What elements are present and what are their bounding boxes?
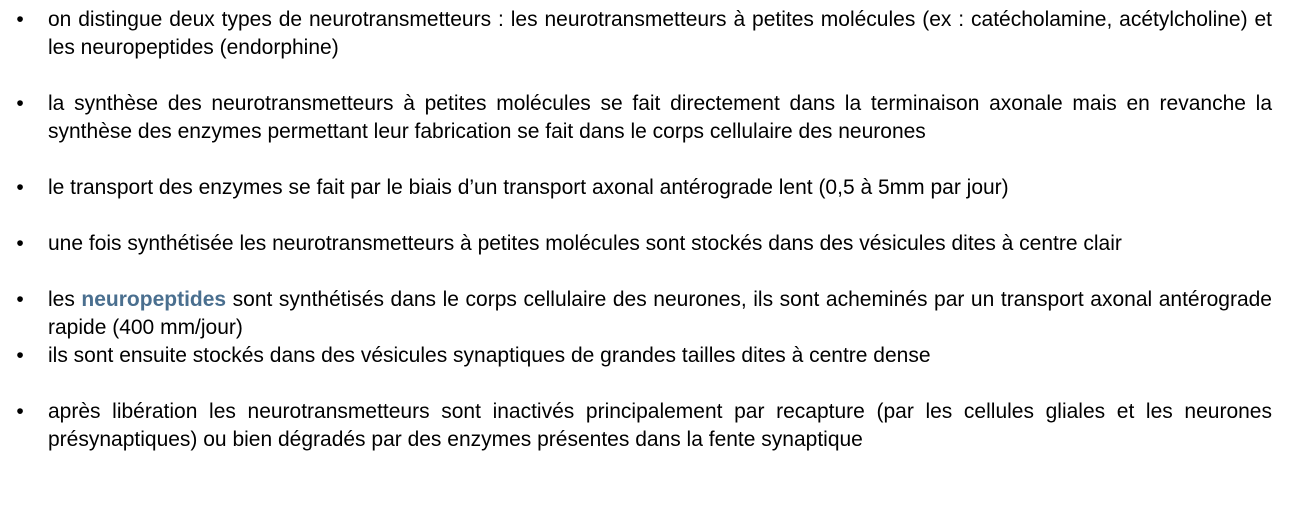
list-item-text: après libération les neurotransmetteurs sont inactivés principalement par recapture (par les cellules gliales et les neurones présynaptiques) ou bien dégradés par des enzymes présentes dans la fente synaptique <box>48 400 1272 451</box>
list-item <box>0 6 1314 62</box>
list-item-suffix: sont synthétisés dans le corps cellulaire des neurones, ils sont acheminés par un transport axonal antérograde rapide (400 mm/jour) <box>48 288 1272 339</box>
list-item-text: le transport des enzymes se fait par le biais d’un transport axonal antérograde lent (0,5 à 5mm par jour) <box>48 176 1009 199</box>
list-item <box>0 286 1314 342</box>
list-item-text: on distingue deux types de neurotransmetteurs : les neurotransmetteurs à petites molécules (ex : catécholamine, acétylcholine) et les neuropeptides (endorphine) <box>48 8 1272 59</box>
list-item-text: une fois synthétisée les neurotransmetteurs à petites molécules sont stockés dans des vésicules dites à centre clair <box>48 232 1122 255</box>
list-item <box>0 230 1314 258</box>
list-item <box>0 174 1314 202</box>
bullet-glyph: • <box>16 344 24 367</box>
list-item-prefix: les <box>48 288 82 311</box>
bullet-glyph: • <box>16 92 24 115</box>
list-item <box>0 90 1314 146</box>
list-item <box>0 398 1314 454</box>
highlighted-term: neuropeptides <box>81 288 227 311</box>
bullet-glyph: • <box>16 232 24 255</box>
list-item-text: ils sont ensuite stockés dans des vésicules synaptiques de grandes tailles dites à centre dense <box>48 344 931 367</box>
list-item-text <box>48 288 1272 339</box>
bullet-list <box>0 6 1314 454</box>
bullet-glyph: • <box>16 8 24 31</box>
list-item-text: la synthèse des neurotransmetteurs à petites molécules se fait directement dans la terminaison axonale mais en revanche la synthèse des enzymes permettant leur fabrication se fait dans le corps cellulaire des neurones <box>48 92 1272 143</box>
bullet-glyph: • <box>16 176 24 199</box>
bullet-glyph: • <box>16 288 24 311</box>
bullet-glyph: • <box>16 400 24 423</box>
list-item <box>0 342 1314 370</box>
